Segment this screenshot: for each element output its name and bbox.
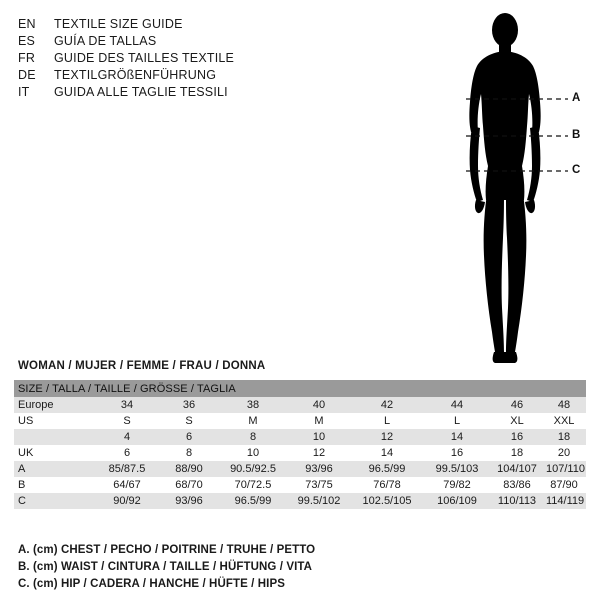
table-cell: 6 (96, 445, 158, 461)
table-cell: 79/82 (422, 477, 492, 493)
language-code: EN (18, 17, 36, 31)
table-cell: 14 (422, 429, 492, 445)
table-cell: 93/96 (158, 493, 220, 509)
language-title-block (18, 16, 348, 101)
language-code: FR (18, 51, 36, 65)
table-cell: 93/96 (286, 461, 352, 477)
language-title: GUÍA DE TALLAS (54, 34, 157, 48)
table-header-label: SIZE / TALLA / TAILLE / GRÖSSE / TAGLIA (14, 380, 586, 397)
table-cell: 73/75 (286, 477, 352, 493)
table-cell: 68/70 (158, 477, 220, 493)
table-cell: 10 (286, 429, 352, 445)
table-cell: M (286, 413, 352, 429)
table-cell: 85/87.5 (96, 461, 158, 477)
section-caption: WOMAN / MUJER / FEMME / FRAU / DONNA (18, 360, 266, 372)
row-label: US (14, 413, 96, 429)
table-row (14, 429, 586, 445)
table-row (14, 413, 586, 429)
table-cell: S (96, 413, 158, 429)
table-cell: 8 (220, 429, 286, 445)
table-row (14, 397, 586, 413)
table-cell: 12 (286, 445, 352, 461)
table-cell: 6 (158, 429, 220, 445)
measure-label-c: C (572, 164, 581, 176)
language-code: ES (18, 34, 36, 48)
table-cell: 12 (352, 429, 422, 445)
table-cell: 16 (492, 429, 542, 445)
table-cell: 90/92 (96, 493, 158, 509)
language-row (18, 16, 348, 33)
measurement-legend (18, 542, 578, 593)
measure-label-a: A (572, 92, 581, 104)
table-cell: 46 (492, 397, 542, 413)
table-cell: 64/67 (96, 477, 158, 493)
table-cell: 114/119 (542, 493, 586, 509)
row-label: C (14, 493, 96, 509)
legend-line-c: C. (cm) HIP / CADERA / HANCHE / HÜFTE / HIPS (18, 578, 286, 590)
table-cell: 44 (422, 397, 492, 413)
table-cell: 102.5/105 (352, 493, 422, 509)
table-cell: 10 (220, 445, 286, 461)
table-cell: 99.5/102 (286, 493, 352, 509)
table-cell: 90.5/92.5 (220, 461, 286, 477)
table-cell: 106/109 (422, 493, 492, 509)
language-code: DE (18, 68, 36, 82)
table-cell: 110/113 (492, 493, 542, 509)
language-row (18, 67, 348, 84)
table-cell: 8 (158, 445, 220, 461)
female-body-figure (420, 8, 590, 368)
table-cell: 99.5/103 (422, 461, 492, 477)
legend-line-a: A. (cm) CHEST / PECHO / POITRINE / TRUHE / PETTO (18, 544, 316, 556)
table-cell: 14 (352, 445, 422, 461)
table-row (14, 477, 586, 493)
table-cell: 76/78 (352, 477, 422, 493)
language-title: GUIDE DES TAILLES TEXTILE (54, 51, 235, 65)
table-cell: 70/72.5 (220, 477, 286, 493)
row-label: A (14, 461, 96, 477)
body-silhouette-icon (420, 8, 590, 368)
table-cell: 16 (422, 445, 492, 461)
language-row (18, 50, 348, 67)
table-cell: 88/90 (158, 461, 220, 477)
table-cell: 40 (286, 397, 352, 413)
table-cell: 34 (96, 397, 158, 413)
table-cell: 87/90 (542, 477, 586, 493)
table-cell: 20 (542, 445, 586, 461)
table-cell: 38 (220, 397, 286, 413)
size-table-container (14, 380, 586, 509)
table-cell: 18 (492, 445, 542, 461)
measure-label-b: B (572, 129, 581, 141)
row-label (14, 429, 96, 445)
table-cell: L (422, 413, 492, 429)
table-cell: 48 (542, 397, 586, 413)
table-cell: 42 (352, 397, 422, 413)
table-header-row (14, 380, 586, 397)
language-title: TEXTILGRÖßENFÜHRUNG (54, 68, 217, 82)
size-table (14, 380, 586, 509)
table-cell: 96.5/99 (352, 461, 422, 477)
table-cell: L (352, 413, 422, 429)
table-cell: 36 (158, 397, 220, 413)
language-row (18, 84, 348, 101)
table-cell: 107/110 (542, 461, 586, 477)
table-cell: 96.5/99 (220, 493, 286, 509)
row-label: UK (14, 445, 96, 461)
row-label: Europe (14, 397, 96, 413)
table-cell: 18 (542, 429, 586, 445)
table-cell: XXL (542, 413, 586, 429)
table-cell: S (158, 413, 220, 429)
language-row (18, 33, 348, 50)
table-cell: M (220, 413, 286, 429)
table-cell: 83/86 (492, 477, 542, 493)
table-cell: XL (492, 413, 542, 429)
table-row (14, 493, 586, 509)
legend-line-b: B. (cm) WAIST / CINTURA / TAILLE / HÜFTUNG / VITA (18, 561, 313, 573)
table-row (14, 445, 586, 461)
row-label: B (14, 477, 96, 493)
language-title: GUIDA ALLE TAGLIE TESSILI (54, 85, 228, 99)
language-title: TEXTILE SIZE GUIDE (54, 17, 183, 31)
table-cell: 4 (96, 429, 158, 445)
language-code: IT (18, 85, 30, 99)
table-cell: 104/107 (492, 461, 542, 477)
table-row (14, 461, 586, 477)
